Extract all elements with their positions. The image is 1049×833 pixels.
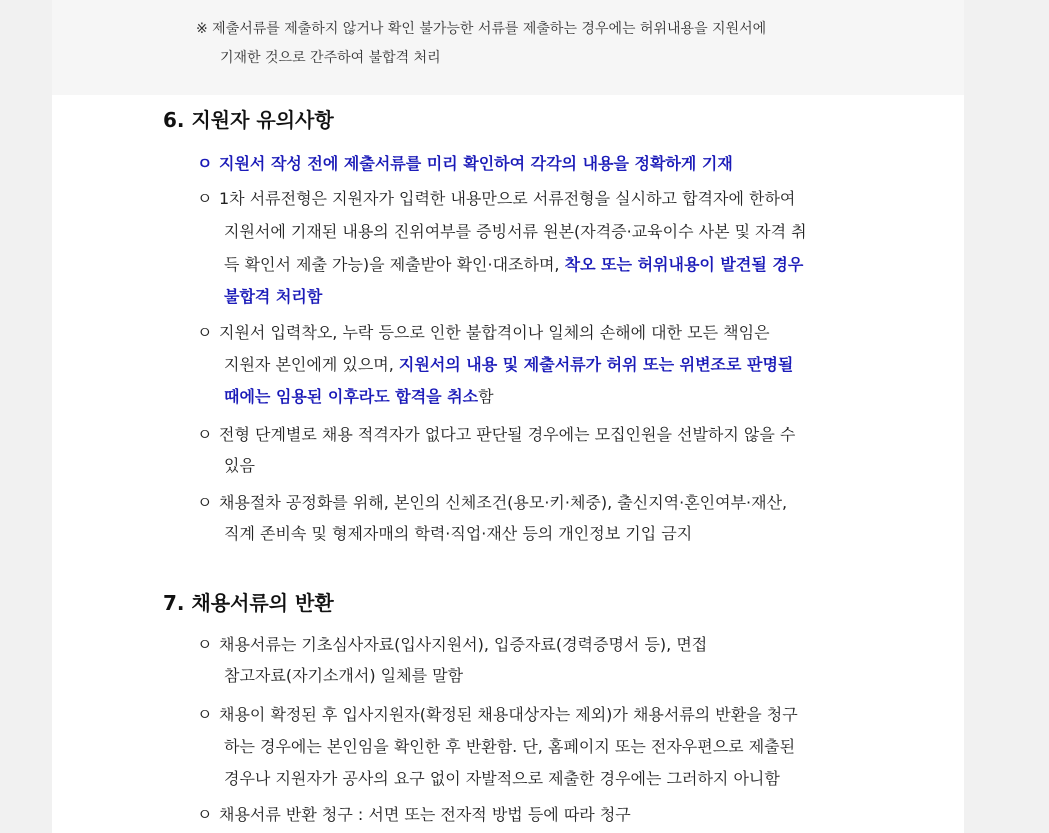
s6-item-5: ㅇ 채용절차 공정화를 위해, 본인의 신체조건(용모·키·체중), 출신지역·혼인여부·재산, xyxy=(197,490,787,513)
bullet-circle-icon: ㅇ xyxy=(197,154,213,173)
s7-item-2-line-2: 하는 경우에는 본인임을 확인한 후 반환함. 단, 홈페이지 또는 전자우편으로 제출된 xyxy=(224,737,796,756)
s6-item-5-line-2: 직계 존비속 및 형제자매의 학력·직업·재산 등의 개인정보 기입 금지 xyxy=(224,524,693,543)
s7-item-3: ㅇ 채용서류 반환 청구 : 서면 또는 전자적 방법 등에 따라 청구 xyxy=(197,802,631,825)
note-line-2: 기재한 것으로 간주하여 불합격 처리 xyxy=(220,50,441,66)
bullet-circle-icon: ㅇ xyxy=(197,493,213,512)
s6-item-4: ㅇ 전형 단계별로 채용 적격자가 없다고 판단될 경우에는 모집인원을 선발하지 않을 수 xyxy=(197,422,795,445)
s6-item-2-line-3: 득 확인서 제출 가능)을 제출받아 확인·대조하며, 착오 또는 허위내용이 발견될 경우 xyxy=(224,255,804,274)
section-7-title: 7. 채용서류의 반환 xyxy=(163,591,334,615)
s6-item-1: ㅇ 지원서 작성 전에 제출서류를 미리 확인하여 각각의 내용을 정확하게 기재 xyxy=(197,151,733,174)
s7-item-2-line-3: 경우나 지원자가 공사의 요구 없이 자발적으로 제출한 경우에는 그러하지 아니함 xyxy=(224,769,780,788)
s6-item-2-line-4: 불합격 처리함 xyxy=(224,287,323,306)
s7-item-2: ㅇ 채용이 확정된 후 입사지원자(확정된 채용대상자는 제외)가 채용서류의 반환을 청구 xyxy=(197,702,798,725)
s6-item-3: ㅇ 지원서 입력착오, 누락 등으로 인한 불합격이나 일체의 손해에 대한 모든 책임은 xyxy=(197,320,770,343)
bullet-circle-icon: ㅇ xyxy=(197,425,213,444)
bullet-circle-icon: ㅇ xyxy=(197,635,213,654)
s6-item-2-line-2: 지원서에 기재된 내용의 진위여부를 증빙서류 원본(자격증·교육이수 사본 및 자격 취 xyxy=(224,222,807,241)
s6-item-3-line-2: 지원자 본인에게 있으며, 지원서의 내용 및 제출서류가 허위 또는 위변조로 판명될 xyxy=(224,355,794,374)
s7-item-1: ㅇ 채용서류는 기초심사자료(입사지원서), 입증자료(경력증명서 등), 면접 xyxy=(197,632,707,655)
bullet-circle-icon: ㅇ xyxy=(197,705,213,724)
bullet-circle-icon: ㅇ xyxy=(197,189,213,208)
s6-item-4-line-2: 있음 xyxy=(224,456,255,475)
s7-item-1-line-2: 참고자료(자기소개서) 일체를 말함 xyxy=(224,666,464,685)
note-box xyxy=(52,0,964,95)
s6-item-3-line-3: 때에는 임용된 이후라도 합격을 취소함 xyxy=(224,387,494,406)
note-line-1: ※ 제출서류를 제출하지 않거나 확인 불가능한 서류를 제출하는 경우에는 허위내용을 지원서에 xyxy=(196,21,767,37)
section-6-title: 6. 지원자 유의사항 xyxy=(163,108,334,132)
bullet-circle-icon: ㅇ xyxy=(197,805,213,824)
bullet-circle-icon: ㅇ xyxy=(197,323,213,342)
s6-item-2: ㅇ 1차 서류전형은 지원자가 입력한 내용만으로 서류전형을 실시하고 합격자에 한하여 xyxy=(197,186,795,209)
